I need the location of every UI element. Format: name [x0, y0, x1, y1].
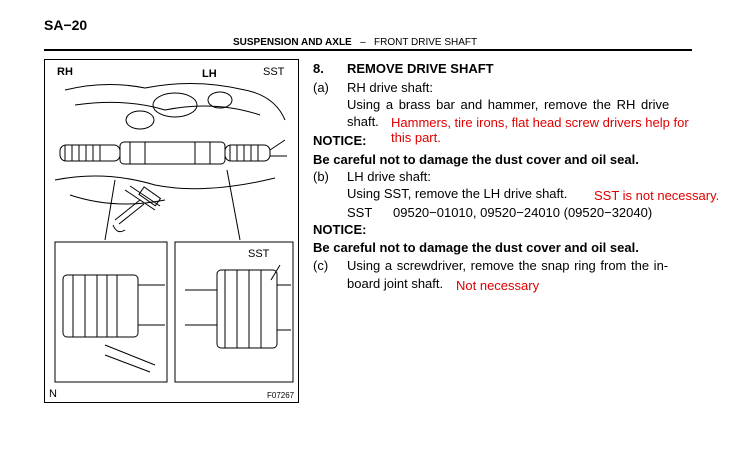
annotation-note-3: Not necessary: [456, 278, 540, 293]
substep-a-line1: Using a brass bar and hammer, remove the RH drive: [347, 97, 670, 112]
annotation-note-1-line2: this part.: [391, 130, 441, 145]
substep-a-text: RH drive shaft:: [347, 80, 433, 95]
section-subtitle: FRONT DRIVE SHAFT: [373, 37, 478, 48]
annotation-note-1-line1: Hammers, tire irons, flat head screw drivers help for: [391, 115, 689, 130]
substep-a-line2: shaft.: [347, 114, 379, 129]
notice-1-text: Be careful not to damage the dust cover and oil seal.: [313, 152, 639, 167]
substep-c-marker: (c): [313, 258, 329, 273]
drive-shaft-illustration: [45, 60, 300, 404]
notice-1-label: NOTICE:: [313, 133, 367, 148]
figure-label-sst-top: SST: [263, 66, 285, 78]
figure-label-n: N: [49, 388, 57, 400]
section-separator: –: [360, 37, 366, 48]
figure-label-sst-inset: SST: [248, 248, 270, 260]
step-title: REMOVE DRIVE SHAFT: [347, 61, 494, 76]
annotation-note-2: SST is not necessary.: [594, 188, 720, 203]
figure-label-rh: RH: [57, 66, 73, 78]
substep-a-marker: (a): [313, 80, 329, 95]
substep-b-sst-label: SST: [347, 205, 373, 220]
drive-shaft-figure: [44, 59, 299, 403]
substep-b-line1: Using SST, remove the LH drive shaft.: [347, 186, 568, 201]
section-header: [233, 37, 477, 48]
section-title: SUSPENSION AND AXLE: [233, 37, 352, 48]
figure-label-lh: LH: [202, 68, 217, 80]
notice-2-label: NOTICE:: [313, 222, 367, 237]
figure-id: F07267: [267, 391, 295, 400]
substep-b-marker: (b): [313, 169, 329, 184]
substep-b-sst-numbers: 09520−01010, 09520−24010 (09520−32040): [393, 205, 653, 220]
notice-2-text: Be careful not to damage the dust cover and oil seal.: [313, 240, 639, 255]
header-rule: [44, 49, 692, 51]
substep-c-line2: board joint shaft.: [347, 276, 444, 291]
substep-c-line1: Using a screwdriver, remove the snap ring from the in-: [347, 258, 669, 273]
substep-b-text: LH drive shaft:: [347, 169, 431, 184]
page-number: SA−20: [44, 17, 88, 33]
step-number: 8.: [313, 61, 324, 76]
